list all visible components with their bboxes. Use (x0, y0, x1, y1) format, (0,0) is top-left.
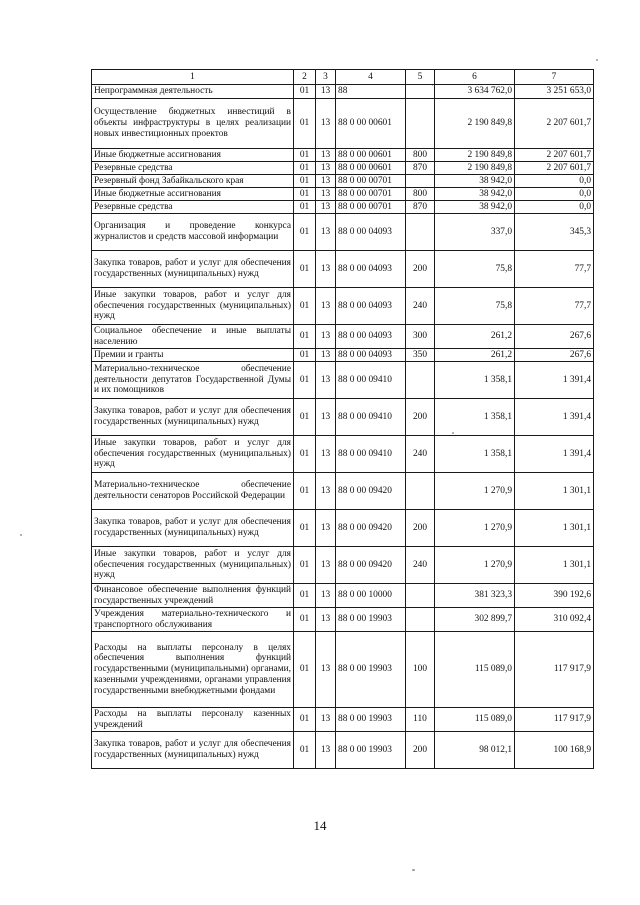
table-row (92, 547, 594, 584)
row-section: 01 (294, 251, 316, 288)
row-subsection: 13 (316, 510, 336, 547)
row-target-article: 88 (336, 85, 406, 99)
row-amount-year-2: 117 917,9 (515, 708, 594, 732)
row-name: Иные бюджетные ассигнования (92, 149, 294, 162)
row-section: 01 (294, 99, 316, 149)
row-section: 01 (294, 732, 316, 769)
table-row (92, 149, 594, 162)
row-target-article: 88 0 00 00701 (336, 188, 406, 201)
row-section: 01 (294, 85, 316, 99)
table-row (92, 175, 594, 188)
row-section: 01 (294, 188, 316, 201)
row-name: Осуществление бюджетных инвестиций в объекты инфраструктуры в целях реализации новых инвестиционных проектов (92, 99, 294, 149)
table-row (92, 708, 594, 732)
row-subsection: 13 (316, 547, 336, 584)
row-target-article: 88 0 00 00601 (336, 162, 406, 175)
row-name: Расходы на выплаты персоналу в целях обеспечения выполнения функций государственными (муниципальными) органами, казенными учреждениями, органами управления государственными внебюджетными фондами (92, 632, 294, 708)
row-name: Резервный фонд Забайкальского края (92, 175, 294, 188)
header-col-4: 4 (336, 70, 406, 85)
row-expense-type (406, 608, 435, 632)
row-name: Организация и проведение конкурса журналистов и средств массовой информации (92, 214, 294, 251)
row-target-article: 88 0 00 00701 (336, 201, 406, 214)
row-subsection: 13 (316, 708, 336, 732)
row-name: Иные бюджетные ассигнования (92, 188, 294, 201)
row-expense-type: 200 (406, 399, 435, 436)
row-amount-year-2: 1 301,1 (515, 547, 594, 584)
table-row (92, 632, 594, 708)
row-section: 01 (294, 584, 316, 608)
row-amount-year-1: 75,8 (435, 288, 515, 325)
row-target-article: 88 0 00 04093 (336, 325, 406, 349)
row-section: 01 (294, 473, 316, 510)
row-expense-type: 100 (406, 632, 435, 708)
row-amount-year-2: 117 917,9 (515, 632, 594, 708)
table-row (92, 325, 594, 349)
row-amount-year-1: 1 358,1 (435, 399, 515, 436)
table-row (92, 732, 594, 769)
row-target-article: 88 0 00 19903 (336, 632, 406, 708)
row-subsection: 13 (316, 608, 336, 632)
row-amount-year-1: 75,8 (435, 251, 515, 288)
row-expense-type: 300 (406, 325, 435, 349)
header-row (92, 70, 594, 85)
row-section: 01 (294, 510, 316, 547)
row-amount-year-1: 115 089,0 (435, 708, 515, 732)
table-row (92, 584, 594, 608)
budget-table (91, 69, 594, 769)
row-section: 01 (294, 288, 316, 325)
row-subsection: 13 (316, 325, 336, 349)
row-name: Резервные средства (92, 162, 294, 175)
row-section: 01 (294, 362, 316, 399)
row-expense-type (406, 175, 435, 188)
row-expense-type: 240 (406, 547, 435, 584)
row-subsection: 13 (316, 288, 336, 325)
row-amount-year-2: 1 301,1 (515, 510, 594, 547)
row-target-article: 88 0 00 00601 (336, 99, 406, 149)
row-amount-year-2: 0,0 (515, 188, 594, 201)
table-row (92, 214, 594, 251)
row-subsection: 13 (316, 251, 336, 288)
row-expense-type: 240 (406, 436, 435, 473)
scan-speck (432, 85, 433, 86)
row-subsection: 13 (316, 175, 336, 188)
row-name: Резервные средства (92, 201, 294, 214)
row-amount-year-1: 98 012,1 (435, 732, 515, 769)
table-row (92, 399, 594, 436)
row-subsection: 13 (316, 362, 336, 399)
row-section: 01 (294, 175, 316, 188)
row-amount-year-1: 115 089,0 (435, 632, 515, 708)
row-target-article: 88 0 00 04093 (336, 349, 406, 362)
row-amount-year-1: 38 942,0 (435, 201, 515, 214)
row-name: Иные закупки товаров, работ и услуг для обеспечения государственных (муниципальных) нужд (92, 288, 294, 325)
row-target-article: 88 0 00 19903 (336, 732, 406, 769)
row-section: 01 (294, 547, 316, 584)
row-section: 01 (294, 349, 316, 362)
table-row (92, 85, 594, 99)
table-row (92, 349, 594, 362)
row-target-article: 88 0 00 00701 (336, 175, 406, 188)
row-amount-year-2: 310 092,4 (515, 608, 594, 632)
row-amount-year-2: 1 391,4 (515, 436, 594, 473)
row-amount-year-1: 302 899,7 (435, 608, 515, 632)
table-row (92, 608, 594, 632)
table-row (92, 473, 594, 510)
row-target-article: 88 0 00 09420 (336, 547, 406, 584)
row-amount-year-1: 1 270,9 (435, 473, 515, 510)
row-amount-year-1: 38 942,0 (435, 188, 515, 201)
header-col-6: 6 (435, 70, 515, 85)
row-subsection: 13 (316, 349, 336, 362)
row-expense-type (406, 214, 435, 251)
row-target-article: 88 0 00 09410 (336, 362, 406, 399)
scan-speck (596, 59, 598, 61)
scan-speck (412, 869, 415, 871)
row-section: 01 (294, 632, 316, 708)
row-section: 01 (294, 436, 316, 473)
header-col-7: 7 (515, 70, 594, 85)
scan-speck (452, 432, 454, 434)
row-subsection: 13 (316, 436, 336, 473)
row-section: 01 (294, 399, 316, 436)
row-amount-year-1: 337,0 (435, 214, 515, 251)
table-row (92, 288, 594, 325)
row-name: Учреждения материально-технического и транспортного обслуживания (92, 608, 294, 632)
row-amount-year-1: 1 270,9 (435, 510, 515, 547)
row-expense-type (406, 473, 435, 510)
table-row (92, 201, 594, 214)
row-name: Закупка товаров, работ и услуг для обеспечения государственных (муниципальных) нужд (92, 510, 294, 547)
row-amount-year-2: 390 192,6 (515, 584, 594, 608)
row-amount-year-2: 345,3 (515, 214, 594, 251)
row-name: Закупка товаров, работ и услуг для обеспечения государственных (муниципальных) нужд (92, 399, 294, 436)
row-target-article: 88 0 00 19903 (336, 708, 406, 732)
row-amount-year-2: 267,6 (515, 349, 594, 362)
scan-speck (20, 534, 22, 536)
row-name: Материально-техническое обеспечение деятельности депутатов Государственной Думы и их помощников (92, 362, 294, 399)
row-amount-year-1: 2 190 849,8 (435, 149, 515, 162)
header-col-5: 5 (406, 70, 435, 85)
row-amount-year-1: 1 270,9 (435, 547, 515, 584)
row-target-article: 88 0 00 19903 (336, 608, 406, 632)
row-name: Непрограммная деятельность (92, 85, 294, 99)
row-name: Закупка товаров, работ и услуг для обеспечения государственных (муниципальных) нужд (92, 732, 294, 769)
row-subsection: 13 (316, 162, 336, 175)
header-col-2: 2 (294, 70, 316, 85)
row-subsection: 13 (316, 188, 336, 201)
row-amount-year-2: 0,0 (515, 201, 594, 214)
table-header (92, 70, 594, 85)
row-amount-year-1: 1 358,1 (435, 362, 515, 399)
table-row (92, 188, 594, 201)
row-amount-year-1: 2 190 849,8 (435, 99, 515, 149)
row-section: 01 (294, 214, 316, 251)
row-amount-year-1: 261,2 (435, 349, 515, 362)
row-target-article: 88 0 00 09410 (336, 399, 406, 436)
row-amount-year-1: 381 323,3 (435, 584, 515, 608)
row-subsection: 13 (316, 399, 336, 436)
row-amount-year-2: 3 251 653,0 (515, 85, 594, 99)
row-name: Иные закупки товаров, работ и услуг для обеспечения государственных (муниципальных) нужд (92, 436, 294, 473)
row-expense-type: 870 (406, 162, 435, 175)
row-amount-year-2: 1 301,1 (515, 473, 594, 510)
row-expense-type (406, 362, 435, 399)
header-col-3: 3 (316, 70, 336, 85)
row-amount-year-2: 2 207 601,7 (515, 162, 594, 175)
row-target-article: 88 0 00 04093 (336, 251, 406, 288)
row-name: Финансовое обеспечение выполнения функций государственных учреждений (92, 584, 294, 608)
row-subsection: 13 (316, 201, 336, 214)
table-row (92, 362, 594, 399)
row-expense-type: 200 (406, 732, 435, 769)
row-expense-type: 110 (406, 708, 435, 732)
row-target-article: 88 0 00 04093 (336, 214, 406, 251)
row-expense-type: 870 (406, 201, 435, 214)
row-subsection: 13 (316, 632, 336, 708)
table-row (92, 436, 594, 473)
row-expense-type: 800 (406, 188, 435, 201)
row-subsection: 13 (316, 732, 336, 769)
row-subsection: 13 (316, 149, 336, 162)
row-expense-type (406, 584, 435, 608)
row-expense-type: 200 (406, 251, 435, 288)
row-name: Материально-техническое обеспечение деятельности сенаторов Российской Федерации (92, 473, 294, 510)
table-body (92, 85, 594, 769)
row-amount-year-1: 2 190 849,8 (435, 162, 515, 175)
row-amount-year-2: 100 168,9 (515, 732, 594, 769)
row-amount-year-1: 1 358,1 (435, 436, 515, 473)
row-name: Закупка товаров, работ и услуг для обеспечения государственных (муниципальных) нужд (92, 251, 294, 288)
row-section: 01 (294, 149, 316, 162)
page-number: 14 (313, 818, 327, 833)
row-expense-type: 200 (406, 510, 435, 547)
row-amount-year-2: 1 391,4 (515, 399, 594, 436)
row-name: Расходы на выплаты персоналу казенных учреждений (92, 708, 294, 732)
row-section: 01 (294, 162, 316, 175)
row-expense-type: 800 (406, 149, 435, 162)
row-amount-year-2: 77,7 (515, 251, 594, 288)
row-subsection: 13 (316, 99, 336, 149)
table-row (92, 99, 594, 149)
row-amount-year-2: 2 207 601,7 (515, 149, 594, 162)
row-name: Иные закупки товаров, работ и услуг для обеспечения государственных (муниципальных) нужд (92, 547, 294, 584)
row-subsection: 13 (316, 473, 336, 510)
row-target-article: 88 0 00 09420 (336, 510, 406, 547)
row-expense-type (406, 85, 435, 99)
row-amount-year-2: 1 391,4 (515, 362, 594, 399)
row-target-article: 88 0 00 09420 (336, 473, 406, 510)
row-expense-type (406, 99, 435, 149)
row-section: 01 (294, 325, 316, 349)
row-subsection: 13 (316, 584, 336, 608)
row-target-article: 88 0 00 09410 (336, 436, 406, 473)
row-amount-year-1: 38 942,0 (435, 175, 515, 188)
row-section: 01 (294, 201, 316, 214)
row-subsection: 13 (316, 85, 336, 99)
table-row (92, 251, 594, 288)
row-subsection: 13 (316, 214, 336, 251)
row-amount-year-2: 267,6 (515, 325, 594, 349)
row-expense-type: 350 (406, 349, 435, 362)
row-amount-year-2: 2 207 601,7 (515, 99, 594, 149)
row-amount-year-1: 261,2 (435, 325, 515, 349)
row-expense-type: 240 (406, 288, 435, 325)
row-name: Премии и гранты (92, 349, 294, 362)
row-amount-year-1: 3 634 762,0 (435, 85, 515, 99)
header-col-1: 1 (92, 70, 294, 85)
row-amount-year-2: 0,0 (515, 175, 594, 188)
row-section: 01 (294, 608, 316, 632)
row-target-article: 88 0 00 04093 (336, 288, 406, 325)
table-row (92, 162, 594, 175)
row-name: Социальное обеспечение и иные выплаты населению (92, 325, 294, 349)
row-section: 01 (294, 708, 316, 732)
row-amount-year-2: 77,7 (515, 288, 594, 325)
row-target-article: 88 0 00 10000 (336, 584, 406, 608)
row-target-article: 88 0 00 00601 (336, 149, 406, 162)
table-row (92, 510, 594, 547)
